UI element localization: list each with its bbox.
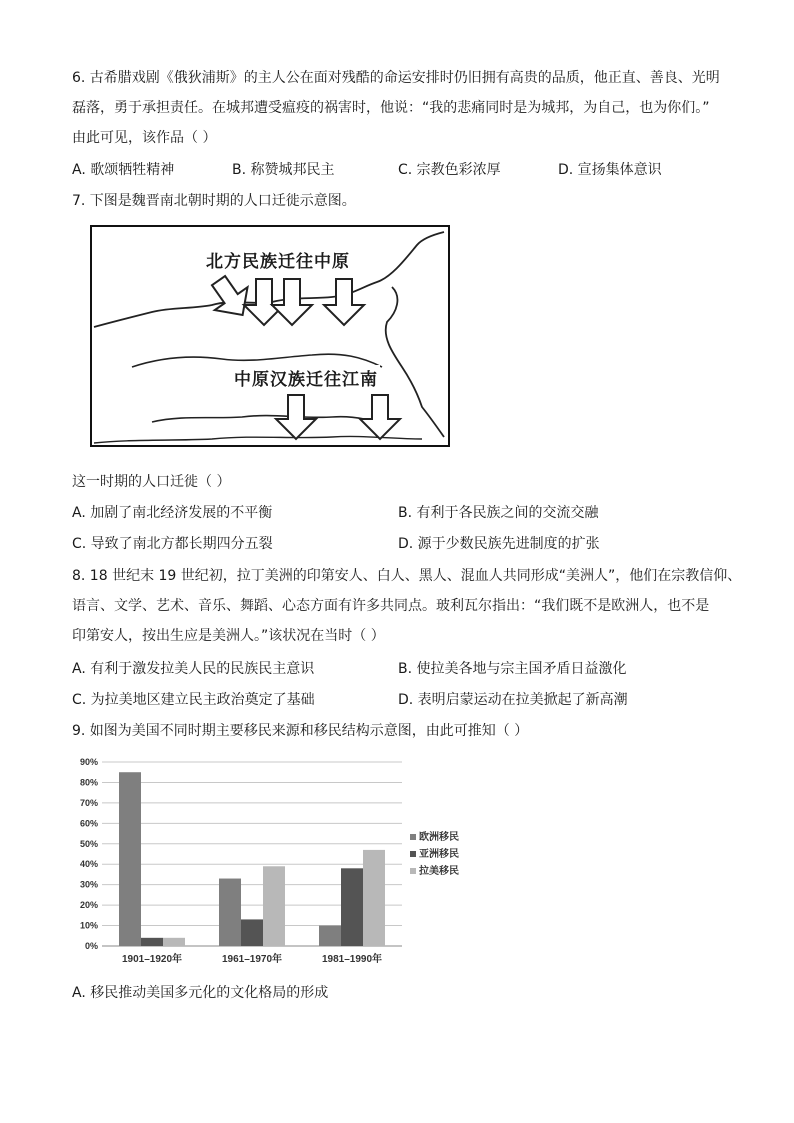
y-tick-label: 50% bbox=[79, 838, 98, 849]
q8-stem-line-2: 语言、文学、艺术、音乐、舞蹈、心态方面有许多共同点。玻利瓦尔指出：“我们既不是欧洲人，也不是 bbox=[72, 598, 710, 614]
x-tick-label: 1981–1990年 bbox=[321, 954, 383, 965]
arrow-down-icon bbox=[272, 279, 312, 325]
y-tick-label: 0% bbox=[84, 941, 98, 951]
arrow-down-icon bbox=[202, 269, 259, 326]
q8-stem-line-1: 8. 18 世纪末 19 世纪初，拉丁美洲的印第安人、白人、黑人、混血人共同形成“美洲人”，他们在宗教信仰、 bbox=[72, 568, 742, 584]
q6-option-b[interactable]: B. 称赞城邦民主 bbox=[232, 162, 335, 178]
arrow-down-icon bbox=[324, 279, 364, 325]
q7-option-a[interactable]: A. 加剧了南北经济发展的不平衡 bbox=[72, 505, 273, 521]
bar bbox=[341, 868, 363, 946]
y-tick-label: 20% bbox=[79, 900, 98, 911]
bar bbox=[363, 850, 385, 946]
q8-stem-line-3: 印第安人，按出生应是美洲人。”该状况在当时（ ） bbox=[72, 628, 385, 644]
map-label-north: 北方民族迁往中原 bbox=[204, 247, 352, 272]
chart-svg bbox=[72, 752, 472, 974]
bar bbox=[219, 879, 241, 946]
y-tick-label: 80% bbox=[79, 777, 98, 788]
q8-option-d[interactable]: D. 表明启蒙运动在拉美掀起了新高潮 bbox=[398, 692, 628, 708]
y-tick-label: 30% bbox=[79, 879, 98, 890]
y-tick-label: 40% bbox=[79, 859, 98, 870]
yangtze-river bbox=[152, 416, 392, 427]
q7-stem: 7. 下图是魏晋南北朝时期的人口迁徙示意图。 bbox=[72, 193, 356, 209]
migration-map bbox=[90, 225, 450, 447]
legend-label: 欧洲移民 bbox=[419, 832, 459, 843]
arrows-north bbox=[202, 269, 364, 326]
bar bbox=[319, 926, 341, 946]
y-tick-label: 60% bbox=[79, 818, 98, 829]
q6-stem-line-2: 磊落，勇于承担责任。在城邦遭受瘟疫的祸害时，他说：“我的悲痛同时是为城邦，为自己，也为你们。” bbox=[72, 100, 710, 116]
q6-option-c[interactable]: C. 宗教色彩浓厚 bbox=[398, 162, 501, 178]
y-tick-label: 90% bbox=[79, 757, 98, 767]
q8-option-a[interactable]: A. 有利于激发拉美人民的民族民主意识 bbox=[72, 661, 315, 677]
legend-swatch bbox=[410, 834, 416, 840]
immigration-bar-chart bbox=[72, 752, 472, 974]
q7-option-c[interactable]: C. 导致了南北方都长期四分五裂 bbox=[72, 536, 273, 552]
q6-stem-line-3: 由此可见，该作品（ ） bbox=[72, 130, 217, 146]
q9-option-a[interactable]: A. 移民推动美国多元化的文化格局的形成 bbox=[72, 985, 329, 1001]
q7-question: 这一时期的人口迁徙（ ） bbox=[72, 474, 231, 490]
y-tick-label: 70% bbox=[79, 797, 98, 808]
legend-swatch bbox=[410, 851, 416, 857]
arrow-down-icon bbox=[360, 395, 400, 439]
bar bbox=[241, 919, 263, 946]
bar bbox=[163, 938, 185, 946]
q6-option-a[interactable]: A. 歌颂牺牲精神 bbox=[72, 162, 175, 178]
y-tick-label: 10% bbox=[79, 920, 98, 931]
bar bbox=[119, 772, 141, 946]
q9-stem: 9. 如图为美国不同时期主要移民来源和移民结构示意图，由此可推知（ ） bbox=[72, 723, 529, 739]
legend-swatch bbox=[410, 868, 416, 874]
x-tick-label: 1901–1920年 bbox=[121, 954, 183, 965]
eastern-coastline bbox=[386, 287, 444, 437]
legend-label: 亚洲移民 bbox=[419, 849, 459, 860]
q8-option-c[interactable]: C. 为拉美地区建立民主政治奠定了基础 bbox=[72, 692, 315, 708]
southern-boundary bbox=[94, 436, 422, 443]
map-label-south: 中原汉族迁往江南 bbox=[232, 365, 380, 390]
q7-option-b[interactable]: B. 有利于各民族之间的交流交融 bbox=[398, 505, 599, 521]
legend-label: 拉美移民 bbox=[419, 866, 459, 877]
q8-option-b[interactable]: B. 使拉美各地与宗主国矛盾日益激化 bbox=[398, 661, 627, 677]
q6-option-d[interactable]: D. 宣扬集体意识 bbox=[558, 162, 662, 178]
bar bbox=[141, 938, 163, 946]
bar bbox=[263, 866, 285, 946]
q7-option-d[interactable]: D. 源于少数民族先进制度的扩张 bbox=[398, 536, 600, 552]
x-tick-label: 1961–1970年 bbox=[221, 954, 283, 965]
q6-stem-line-1: 6. 古希腊戏剧《俄狄浦斯》的主人公在面对残酷的命运安排时仍旧拥有高贵的品质，他正直、善良、光明 bbox=[72, 70, 720, 86]
